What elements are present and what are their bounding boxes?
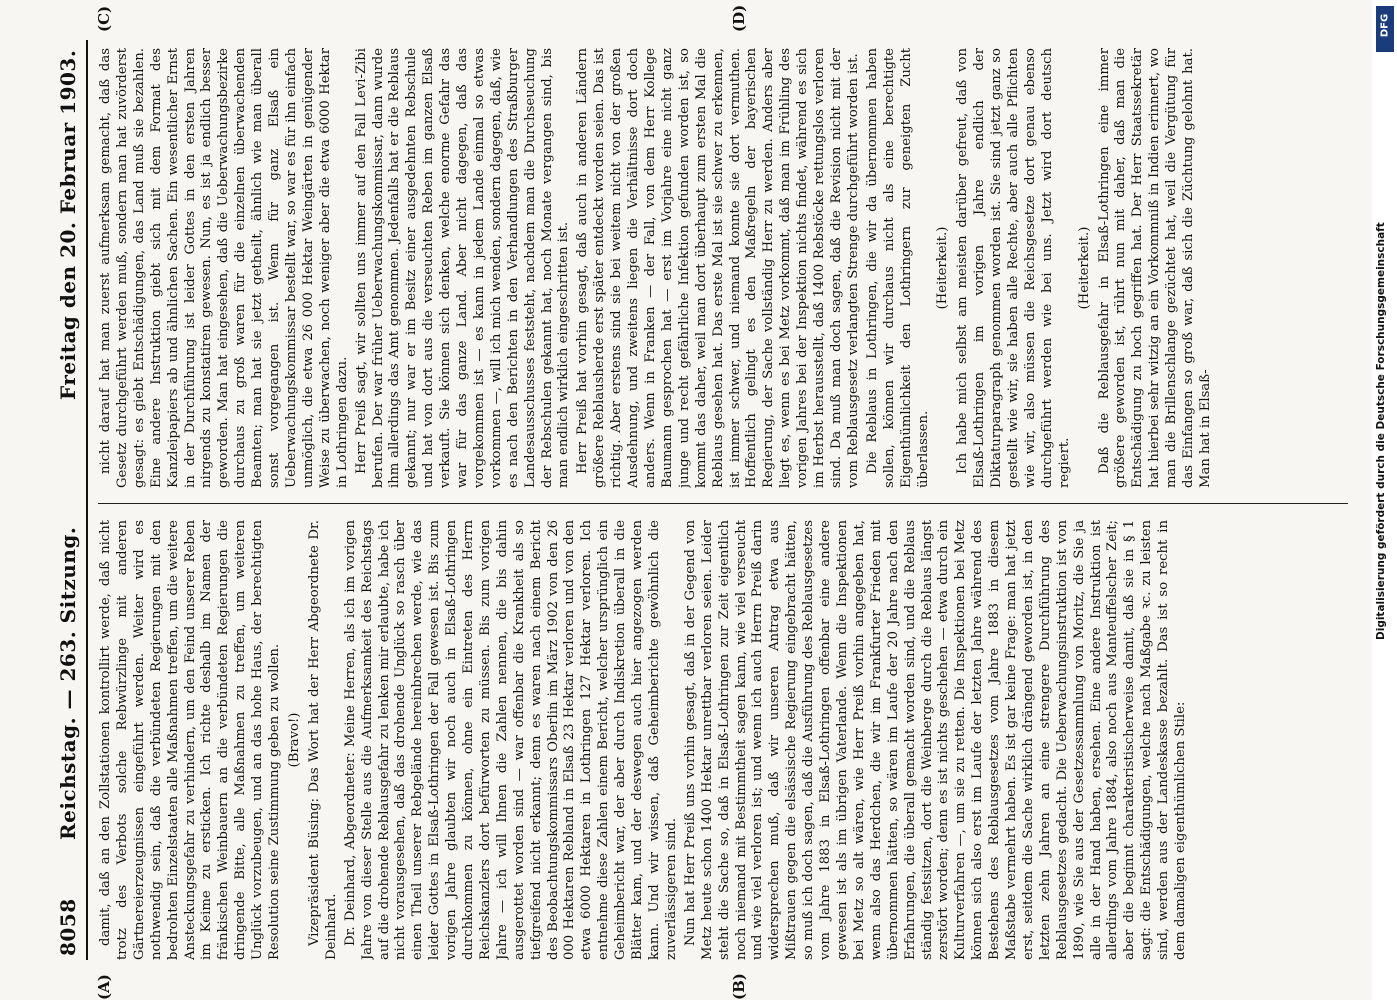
margin-marker-d: (D) xyxy=(730,4,748,32)
page-number: 8058 xyxy=(56,898,80,956)
paragraph: Die Reblaus in Lothringen, die wir da übernommen haben sollen, können wir durchaus nicht als eine berechtigte Eigenthümlichkeit den Lothringern zur geneigten Zucht überlassen. xyxy=(864,48,931,488)
column-divider xyxy=(98,503,1348,504)
paragraph: Herr Preiß hat vorhin gesagt, daß auch in anderen Ländern größere Reblausherde erst später entdeckt worden seien. Das ist richtig. Aber erstens sind sie bei weitem nicht von der großen Ausdehnung, und zweitens liegen die Verhältnisse dort doch anders. Wenn in Franken — der Fall, von dem Herr Kollege Baumann gesprochen hat — erst im Vorjahre eine nicht ganz junge und recht gefährliche Infektion gefunden worden ist, so kommt das daher, weil man dort überhaupt zum ersten Mal die Reblaus gesehen hat. Das erste Mal ist sie schwer zu erkennen, ist immer schwer, und niemand konnte sie dort vermuthen. Hoffentlich gelingt es den Maßregeln der bayerischen Regierung, der Sache vollständig Herr zu werden. Anders aber liegt es, wenn es bei Metz vorkommt, daß man im Frühling des vorigen Jahres bei der Inspektion nichts findet, während es sich im Herbst herausstellt, daß 1400 Rebstöcke rettungslos verloren sind. Da muß man doch sagen, daß die Revision nicht mit der vom Reblausgesetz verlangten Strenge durchgeführt worden ist. xyxy=(575,48,861,488)
paragraph: damit, daß an den Zollstationen kontrollirt werde, daß nicht trotz des Verbots solche Rebwürzlinge mit anderen Gärtnereierzeugnissen eingeführt werden. Weiter wird es nothwendig sein, daß die verbündeten Regierungen mit den bedrohten Einzelstaaten alle Maßnahmen treffen, um die weitere Ansteckungsgefahr zu verhindern, um den Feind unserer Reben im Keime zu ersticken. Ich richte deshalb im Namen der fränkischen Weinbauern an die verbündeten Regierungen die dringende Bitte, alle Maßnahmen zu treffen, um weiteren Unglück vorzubeugen, und an das hohe Haus, der berechtigten Resolution seine Zustimmung geben zu wollen. xyxy=(98,520,283,960)
paragraph: Daß die Reblausgefahr in Elsaß-Lothringen eine immer größere geworden ist, rührt nun mit daher, daß man die Entschädigung zu hoch gegriffen hat. Der Herr Staatssekretär hat hierbei sehr witzig an ein Vorkommniß in Indien erinnert, wo man die Brillenschlange gezüchtet hat, weil die Vergütung für das Einfangen so groß war, daß sich die Züchtung gelohnt hat. Man hat in Elsaß- xyxy=(1096,48,1213,488)
paragraph: Ich habe mich selbst am meisten darüber gefreut, daß von Elsaß-Lothringen im vorigen Jahre endlich der Diktaturparagraph genommen worden ist. Sie sind jetzt ganz so gestellt wie wir, sie haben alle Rechte, aber auch alle Pflichten wie wir, also müssen die Reichsgesetze dort genau ebenso durchgeführt werden wie bei uns. Jetzt wird dort deutsch regiert. xyxy=(955,48,1072,488)
left-column xyxy=(98,520,1348,960)
interjection: (Bravo!) xyxy=(286,712,302,768)
rotated-page-content xyxy=(50,4,1360,1000)
margin-marker-b: (B) xyxy=(730,973,748,1000)
margin-marker-c: (C) xyxy=(95,5,113,32)
dfg-credit-text: Digitalisierung gefördert durch die Deutsche Forschungsgemeinschaft xyxy=(1375,222,1387,640)
running-header xyxy=(50,40,84,960)
interjection: (Heiterkeit.) xyxy=(935,226,951,310)
paragraph: Dr. Deinhard, Abgeordneter: Meine Herren, als ich im vorigen Jahre von dieser Stelle aus die Aufmerksamkeit des Reichstags auf die drohende Reblausgefahr zu lenken mir erlaubte, habe ich nicht vorausgesehen, daß das drohende Unglück so rasch über einen Theil unserer Rebgelände hereinbrechen werde, wie das leider Gottes in Elsaß-Lothringen der Fall gewesen ist. Bis zum vorigen Jahre glaubten wir noch auch in Elsaß-Lothringen durchkommen zu können, ohne ein Eintreten des Herrn Reichskanzlers dort befürworten zu müssen. Bis zum vorigen Jahre — ich will Ihnen die Zahlen nennen, die bis dahin ausgerottet worden sind — war offenbar die Krankheit als so tiefgreifend nicht erkannt; denn es waren nach einem Bericht des Beobachtungskommissars Oberlin im März 1902 von den 26 000 Hektaren Rebland in Elsaß 23 Hektar verloren und von den etwa 6000 Hektaren in Lothringen 127 Hektar verloren. Ich entnehme diese Zahlen einem Bericht, welcher ursprünglich ein Geheimbericht war, der aber durch Indiskretion überall in die Blätter kam, und der deswegen auch hier angezogen werden kann. Und wir wissen, daß Geheimberichte gewöhnlich die zuverlässigeren sind. xyxy=(342,520,679,960)
interjection: (Heiterkeit.) xyxy=(1076,226,1092,310)
margin-marker-a: (A) xyxy=(95,974,113,1000)
dfg-logo-text: DFG xyxy=(1379,13,1391,38)
paragraph-speaker-intro: Vizepräsident Büsing: Das Wort hat der Herr Abgeordnete Dr. Deinhard. xyxy=(306,520,339,960)
paragraph: Nun hat Herr Preiß uns vorhin gesagt, daß in der Gegend von Metz heute schon 1400 Hektar unrettbar verloren seien. Leider steht die Sache so, daß in Elsaß-Lothringen zur Zeit eigentlich noch niemand mit Bestimmtheit sagen kann, wie viel verseucht und wie viel verloren ist; und wenn ich auch Herrn Preiß darin widersprechen muß, daß wir unseren Antrag etwa aus Mißtrauen gegen die elsässische Regierung eingebracht hätten, so muß ich doch sagen, daß die Ausführung des Reblausgesetzes vom Jahre 1883 in Elsaß-Lothringen offenbar eine andere gewesen ist als im übrigen Vaterlande. Wenn die Inspektionen bei Metz so alt wären, wie Herr Preiß vorhin angegeben hat, wenn also das Herdchen, die wir im Frankfurter Frieden mit übernommen hätten, so wären im Laufe der 20 Jahre nach den Erfahrungen, die überall gemacht worden sind, und die Reblaus ständig festsitzen, dort die Weinberge durch die Reblaus längst zerstört worden; denn es ist nichts geschehen — etwa durch ein Kulturverfahren —, um sie zu retten. Die Inspektionen bei Metz können sich also erst im Laufe der letzten Jahre während des Bestehens des Reblausgesetzes vom Jahre 1883 in diesem Maßstabe vermehrt haben. Es ist gar keine Frage: man hat jetzt erst, seitdem die Sache wirklich drängend geworden ist, in den letzten zehn Jahren an eine strengere Durchführung des Reblausgesetzes gedacht. Die Ueberwachungsinstruktion ist von 1890, wie Sie aus der Gesetzessammlung von Moritz, die Sie ja alle in der Hand haben, ersehen. Eine andere Instruktion ist allerdings vom Jahre 1884, also noch aus Manteuffelscher Zeit; aber die beginnt charakteristischerweise damit, daß sie in § 1 sagt: die Entschädigungen, welche nach Maßgabe ꝛc. zu leisten sind, werden aus der Landeskasse bezahlt. Das ist so recht in dem damaligen eigenthümlichen Stile: xyxy=(682,520,1189,960)
right-column xyxy=(98,48,1348,488)
paragraph: Herr Preiß sagt, wir sollten uns immer auf den Fall Levi-Zibi berufen. Der war früher Ueberwachungskommissar, dann wurde ihm allerdings das Amt genommen. Jedenfalls hat er die Reblaus gekannt; nur war er im Besitz einer ausgedehnten Rebschule und hat von dort aus die verseuchten Reben im ganzen Elsaß verkauft. Sie können sich denken, welche enorme Gefahr das war für das ganze Land. Aber nicht dagegen, daß das vorgekommen ist — es kann in jedem Lande einmal so etwas vorkommen —, will ich mich wenden, sondern dagegen, daß, wie es nach den Berichten in den Verhandlungen des Straßburger Landesausschusses feststeht, nachdem man die Durchseuchung der Rebschulen gekannt hat, noch Monate vergangen sind, bis man endlich wirklich eingeschritten ist. xyxy=(353,48,572,488)
header-title-left: Reichstag. — 263. Sitzung. xyxy=(56,526,80,840)
header-rule xyxy=(86,40,88,960)
header-title-right: Freitag den 20. Februar 1903. xyxy=(56,49,80,400)
paragraph: nicht darauf hat man zuerst aufmerksam gemacht, daß das Gesetz durchgeführt werden muß, sondern man hat zuvörderst gesagt: es giebt Entschädigungen, das Land muß sie bezahlen. Eine andere Instruktion giebt sich mit dem Format des Kanzleipapiers ab und ähnlichen Sachen. Ein wesentlicher Ernst in der Durchführung ist leider Gottes in den ersten Jahren nirgends zu konstatiren gewesen. Nun, es ist ja endlich besser geworden. Man hat eingesehen, daß die Ueberwachungsbezirke durchaus zu groß waren für die einzelnen überwachenden Beamten; man hat sie jetzt getheilt, ähnlich wie man überall sonst vorgegangen ist. Wenn für ganz Elsaß ein Ueberwachungskommissar bestellt war, so war es für ihn einfach unmöglich, die etwa 26 000 Hektar Weingärten in genügender Weise zu überwachen, noch weniger aber die etwa 6000 Hektar in Lothringen dazu. xyxy=(98,48,350,488)
